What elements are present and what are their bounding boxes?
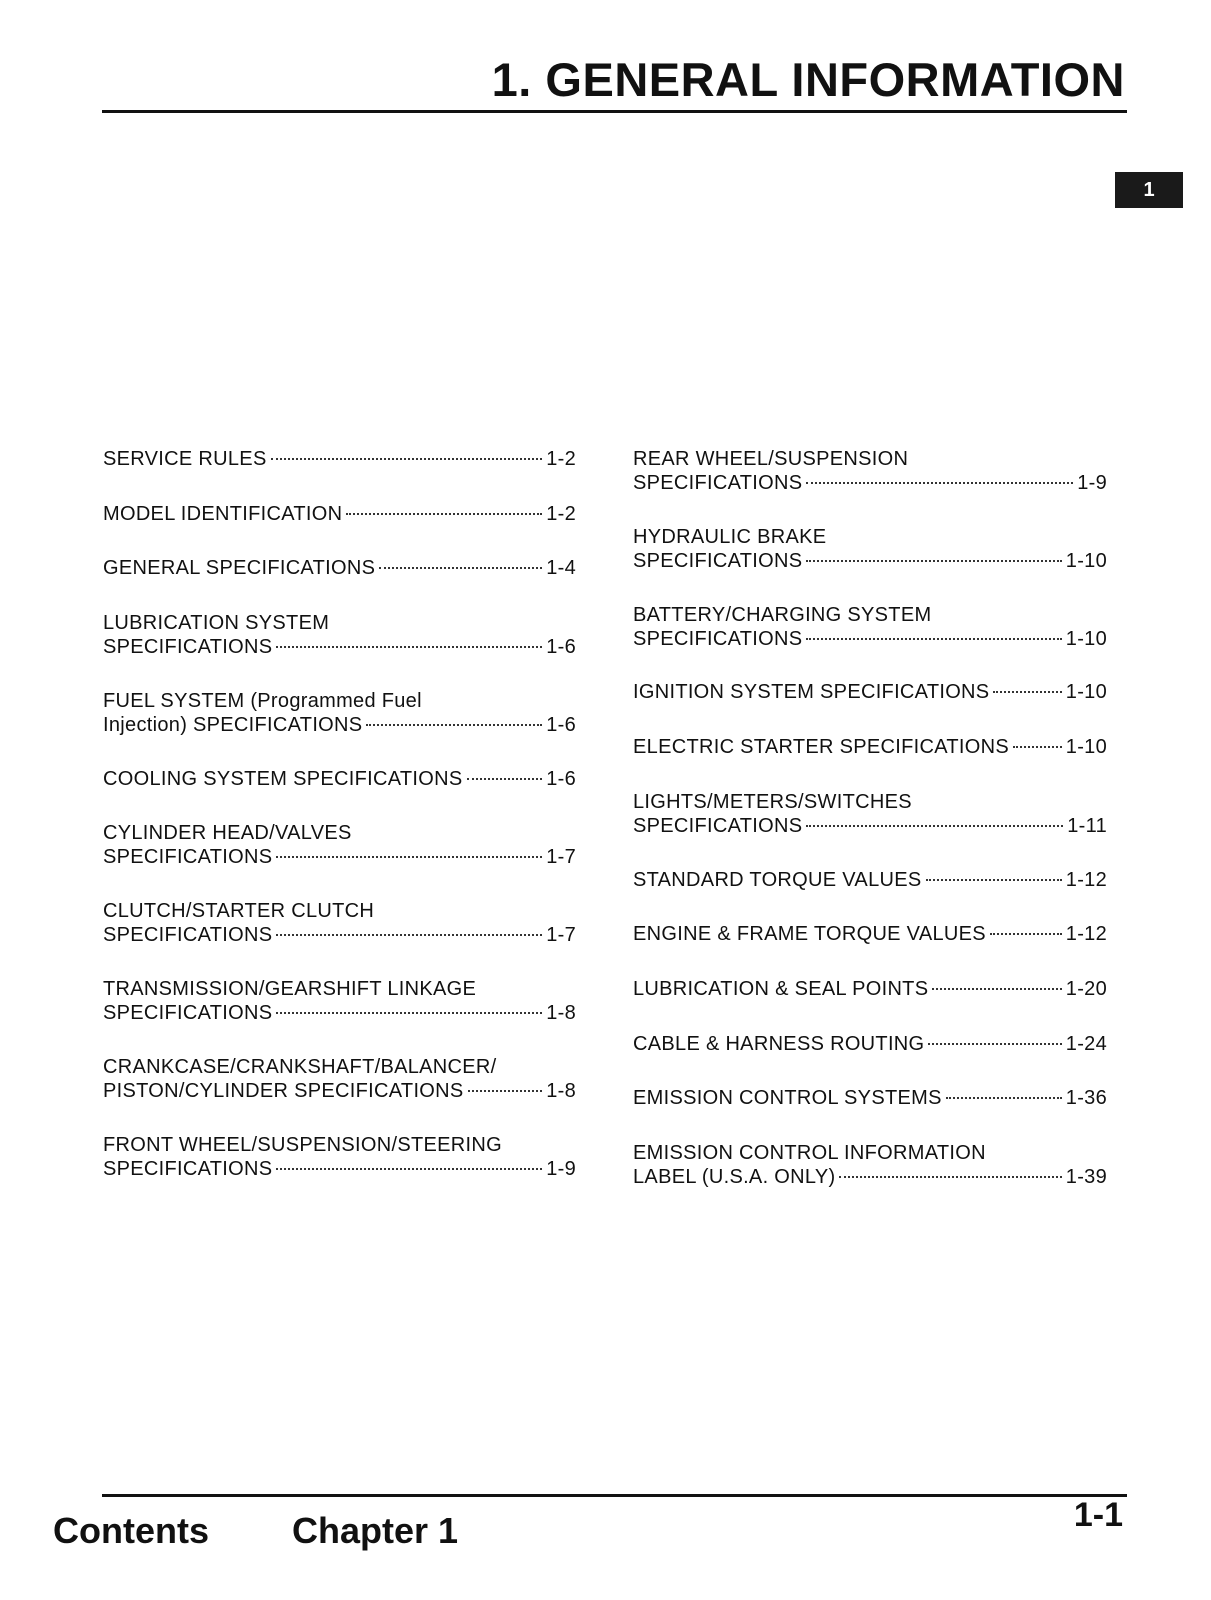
toc-entry-label: LIGHTS/METERS/SWITCHES	[633, 791, 912, 813]
toc-entry[interactable]	[633, 447, 1107, 495]
toc-entry-label: PISTON/CYLINDER SPECIFICATIONS	[103, 1080, 464, 1102]
toc-entry-label: IGNITION SYSTEM SPECIFICATIONS	[633, 681, 990, 703]
toc-entry-label: SPECIFICATIONS	[633, 550, 803, 572]
section-tab: 1	[1115, 172, 1183, 208]
footer-divider	[102, 1494, 1127, 1497]
dot-leader	[366, 724, 542, 726]
dot-leader	[346, 513, 542, 515]
toc-entry[interactable]	[103, 611, 576, 659]
toc-entry-label: SPECIFICATIONS	[103, 1158, 273, 1180]
toc-entry[interactable]	[103, 689, 576, 737]
toc-entry-label: SERVICE RULES	[103, 448, 267, 470]
toc-entry-page: 1-7	[546, 924, 576, 946]
toc-entry-page: 1-6	[546, 636, 576, 658]
dot-leader	[379, 567, 542, 569]
toc-entry-page: 1-8	[546, 1002, 576, 1024]
toc-entry-label: BATTERY/CHARGING SYSTEM	[633, 604, 932, 626]
toc-entry-page: 1-36	[1065, 1087, 1107, 1109]
toc-entry-label: SPECIFICATIONS	[103, 1002, 273, 1024]
toc-entry[interactable]	[103, 1055, 576, 1103]
toc-entry[interactable]	[103, 767, 576, 791]
toc-entry-label: EMISSION CONTROL INFORMATION	[633, 1142, 986, 1164]
toc-entry-label: GENERAL SPECIFICATIONS	[103, 557, 376, 579]
toc-entry-page: 1-12	[1065, 869, 1107, 891]
toc-entry-label: SPECIFICATIONS	[633, 472, 803, 494]
toc-entry-page: 1-39	[1065, 1166, 1107, 1188]
dot-leader	[806, 638, 1061, 640]
toc-entry[interactable]	[633, 735, 1107, 759]
toc-entry[interactable]	[633, 790, 1107, 838]
dot-leader	[993, 691, 1061, 693]
toc-entry-page: 1-2	[546, 448, 576, 470]
toc-entry[interactable]	[103, 977, 576, 1025]
dot-leader	[932, 988, 1061, 990]
toc-entry-label: SPECIFICATIONS	[633, 815, 803, 837]
toc-entry[interactable]	[103, 447, 576, 471]
dot-leader	[276, 856, 542, 858]
dot-leader	[806, 560, 1061, 562]
toc-entry-page: 1-10	[1065, 628, 1107, 650]
toc-entry[interactable]	[633, 1032, 1107, 1056]
dot-leader	[467, 778, 543, 780]
dot-leader	[926, 879, 1062, 881]
dot-leader	[806, 825, 1063, 827]
toc-entry[interactable]	[633, 1086, 1107, 1110]
toc-entry-label: SPECIFICATIONS	[103, 924, 273, 946]
toc-entry-label: SPECIFICATIONS	[103, 846, 273, 868]
toc-entry-label: ELECTRIC STARTER SPECIFICATIONS	[633, 736, 1010, 758]
toc-entry-label: HYDRAULIC BRAKE	[633, 526, 827, 548]
dot-leader	[990, 933, 1062, 935]
toc-entry-page: 1-10	[1065, 550, 1107, 572]
dot-leader	[276, 934, 542, 936]
toc-entry-page: 1-12	[1065, 923, 1107, 945]
toc-entry[interactable]	[633, 680, 1107, 704]
toc-entry-label: CLUTCH/STARTER CLUTCH	[103, 900, 375, 922]
toc-entry[interactable]	[633, 1141, 1107, 1189]
toc-entry-page: 1-11	[1067, 815, 1107, 837]
toc-entry-label: ENGINE & FRAME TORQUE VALUES	[633, 923, 986, 945]
toc-entry-page: 1-10	[1065, 681, 1107, 703]
toc-entry-label: LUBRICATION SYSTEM	[103, 612, 330, 634]
dot-leader	[276, 646, 542, 648]
toc-entry-page: 1-6	[546, 768, 576, 790]
dot-leader	[276, 1168, 542, 1170]
chapter-link[interactable]: Chapter 1	[292, 1510, 459, 1551]
toc-entry-label: LABEL (U.S.A. ONLY)	[633, 1166, 836, 1188]
dot-leader	[946, 1097, 1062, 1099]
toc-entry[interactable]	[103, 556, 576, 580]
page-number: 1-1	[1073, 1496, 1123, 1534]
toc-entry-page: 1-7	[546, 846, 576, 868]
toc-entry-page: 1-8	[546, 1080, 576, 1102]
toc-entry-label: SPECIFICATIONS	[103, 636, 273, 658]
toc-entry[interactable]	[103, 899, 576, 947]
toc-entry-label: CABLE & HARNESS ROUTING	[633, 1033, 925, 1055]
toc-entry-page: 1-4	[546, 557, 576, 579]
contents-link[interactable]: Contents	[53, 1510, 209, 1551]
toc-entry-label: MODEL IDENTIFICATION	[103, 503, 343, 525]
toc-entry-label: EMISSION CONTROL SYSTEMS	[633, 1087, 942, 1109]
toc-entry-label: FRONT WHEEL/SUSPENSION/STEERING	[103, 1134, 502, 1156]
toc-entry-label: FUEL SYSTEM (Programmed Fuel	[103, 690, 422, 712]
dot-leader	[1013, 746, 1062, 748]
dot-leader	[928, 1043, 1061, 1045]
toc-entry-page: 1-24	[1065, 1033, 1107, 1055]
toc-entry[interactable]	[633, 977, 1107, 1001]
toc-entry-label: SPECIFICATIONS	[633, 628, 803, 650]
toc-entry-page: 1-9	[1077, 472, 1107, 494]
toc-entry[interactable]	[633, 922, 1107, 946]
toc-entry[interactable]	[103, 1133, 576, 1181]
toc-entry-label: STANDARD TORQUE VALUES	[633, 869, 922, 891]
toc-entry-label: REAR WHEEL/SUSPENSION	[633, 448, 909, 470]
header-divider	[102, 110, 1127, 113]
toc-entry-page: 1-6	[546, 714, 576, 736]
toc-entry[interactable]	[103, 821, 576, 869]
dot-leader	[276, 1012, 542, 1014]
toc-entry-label: TRANSMISSION/GEARSHIFT LINKAGE	[103, 978, 477, 1000]
toc-entry[interactable]	[633, 868, 1107, 892]
toc-entry-label: COOLING SYSTEM SPECIFICATIONS	[103, 768, 463, 790]
dot-leader	[271, 458, 543, 460]
toc-entry-page: 1-2	[546, 503, 576, 525]
toc-entry-page: 1-20	[1065, 978, 1107, 1000]
toc-entry-label: Injection) SPECIFICATIONS	[103, 714, 363, 736]
toc-entry[interactable]	[103, 502, 576, 526]
dot-leader	[468, 1090, 543, 1092]
page-title: 1. GENERAL INFORMATION	[491, 53, 1125, 106]
dot-leader	[839, 1176, 1061, 1178]
dot-leader	[806, 482, 1073, 484]
toc-entry-label: CRANKCASE/CRANKSHAFT/BALANCER/	[103, 1056, 497, 1078]
toc-entry[interactable]	[633, 525, 1107, 573]
toc-entry-page: 1-10	[1065, 736, 1107, 758]
toc-entry-page: 1-9	[546, 1158, 576, 1180]
toc-entry-label: CYLINDER HEAD/VALVES	[103, 822, 352, 844]
toc-entry[interactable]	[633, 603, 1107, 651]
toc-entry-label: LUBRICATION & SEAL POINTS	[633, 978, 929, 1000]
